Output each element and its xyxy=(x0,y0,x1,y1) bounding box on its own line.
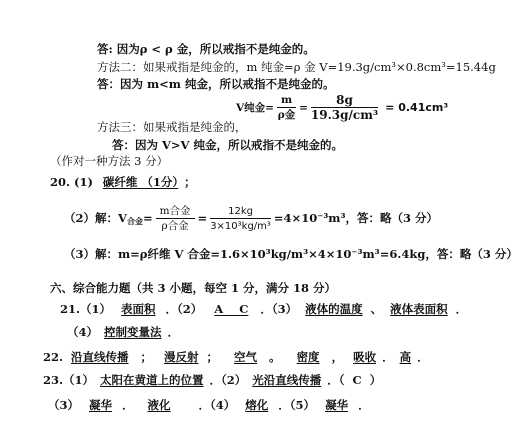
q20-3: （3）解：m=ρ纤维 V 合金=1.6×10³kg/m³×4×10⁻³m³=6.4kg，答：略（3 分） xyxy=(64,247,518,261)
formula-method3: V纯金= $\frac{m}{\text{ρ金}}$ = $\frac{8g}{\text{19.3g/cm³}}$ = 0.41cm³ xyxy=(236,93,449,122)
q23-answer-5: 熔化 xyxy=(245,398,269,412)
q22-answer-4: 密度 xyxy=(296,350,320,364)
q22-answer-2: 漫反射 xyxy=(164,350,199,364)
formula-result: = 0.41cm³ xyxy=(385,101,449,114)
q22-line: 22. 沿直线传播 ； 漫反射 ； 空气 。 密度 ， 吸收 ． 高 ． xyxy=(43,350,429,364)
line-method2: 方法二：如果戒指是纯金的，m 纯金=ρ 金 V=19.3g/cm³×0.8cm³=15.44g xyxy=(97,60,496,74)
q21-4-line: （4） 控制变量法 ． xyxy=(67,325,180,339)
line-scoring-note: （作对一种方法 3 分） xyxy=(50,154,169,168)
q23-answer-6: 凝华 xyxy=(325,398,349,412)
q22-answer-3: 空气 xyxy=(234,350,258,364)
line-1: 答: 因为ρ < ρ 金，所以戒指不是纯金的。 xyxy=(97,42,315,56)
q21-answer-5: 控制变量法 xyxy=(104,325,162,339)
formula-lhs: V纯金= xyxy=(236,102,274,114)
q23-answer-4: 液化 xyxy=(147,398,171,412)
q22-answer-6: 高 xyxy=(399,350,412,364)
q22-answer-5: 吸收 xyxy=(353,350,377,364)
fraction-m-rho-alloy: $\frac{\text{m合金}}{\text{ρ合金}}$ xyxy=(156,205,195,233)
q21-line: 21.（1） 表面积 ．（2） A C ．（3） 液体的温度 、 液体表面积 ． xyxy=(60,302,468,316)
q23-2-line: （3） 凝华 ． 液化 ．（4） 熔化 ．（5） 凝华 ． xyxy=(48,398,370,412)
q21-answer-1: 表面积 xyxy=(121,302,156,316)
fraction-m-rho: $\frac{m}{\text{ρ金}}$ xyxy=(277,94,296,121)
fraction-12kg: $\frac{12kg}{\text{3×10³kg/m³}}$ xyxy=(210,206,271,232)
q21-answer-3: 液体的温度 xyxy=(305,302,363,316)
q21-answer-4: 液体表面积 xyxy=(390,302,448,316)
q21-answer-2: A C xyxy=(214,302,249,316)
q20-1: 20. (1) 碳纤维 （1分） ； xyxy=(50,175,196,189)
q20-1-answer: 碳纤维 （1分） xyxy=(102,175,179,189)
q23-choice: ．（ C ） xyxy=(327,373,382,387)
fraction-8g: $\frac{8g}{\text{19.3g/cm³}}$ xyxy=(310,93,379,122)
line-method3: 方法三：如果戒指是纯金的， xyxy=(97,120,247,134)
q23-answer-1: 太阳在黄道上的位置 xyxy=(100,373,204,387)
line-answer3: 答：因为 V>V 纯金，所以戒指不是纯金的。 xyxy=(112,138,343,152)
q23-answer-3: 凝华 xyxy=(89,398,113,412)
q20-2: （2）解：$V_{合金}=$ $\frac{\text{m合金}}{\text{ρ合金}}$ = $\frac{12kg}{\text{3×10³kg/m³}}$ =4×10⁻³m³，答：略（3 分） xyxy=(64,205,439,232)
q23-answer-2: 光沿直线传播 xyxy=(252,373,322,387)
q22-answer-1: 沿直线传播 xyxy=(71,350,129,364)
q23-line: 23.（1） 太阳在黄道上的位置 ．（2） 光沿直线传播 ．（ C ） xyxy=(43,373,382,387)
section-6-heading: 六、综合能力题（共 3 小题，每空 1 分，满分 18 分） xyxy=(50,281,337,295)
line-answer2: 答：因为 m<m 纯金，所以戒指不是纯金的。 xyxy=(97,77,335,91)
